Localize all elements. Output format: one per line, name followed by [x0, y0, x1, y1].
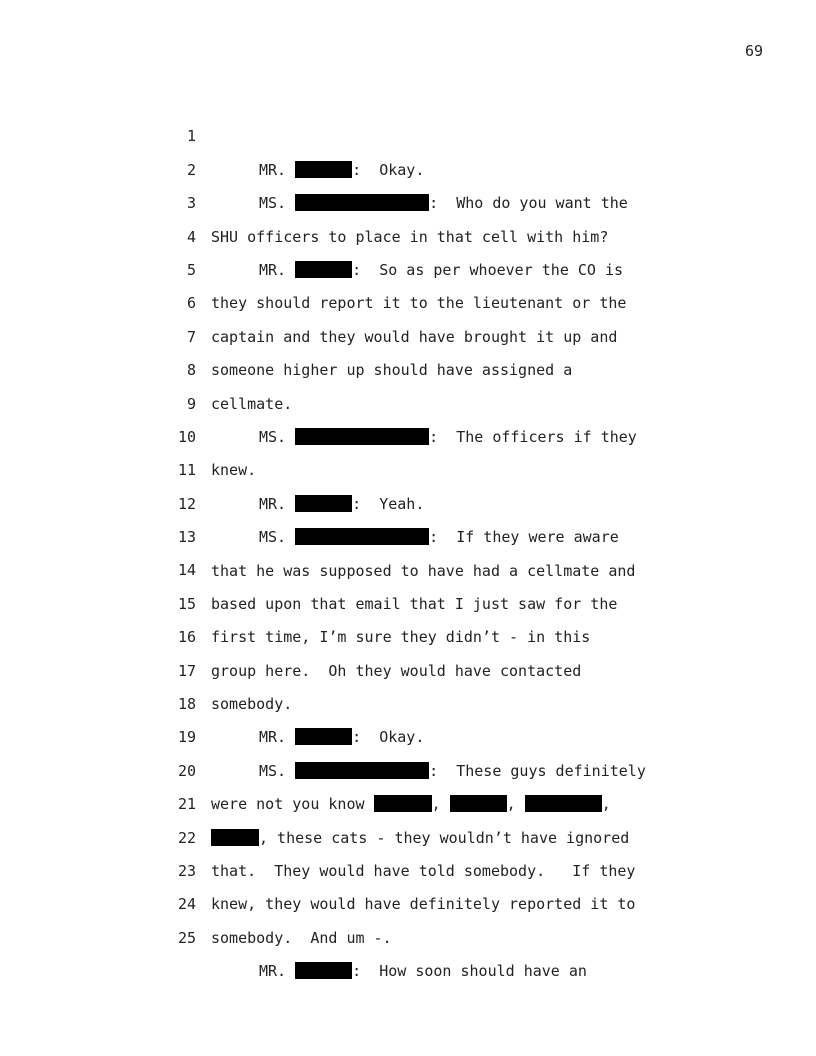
line-text: cellmate.	[211, 394, 293, 413]
speech-text: : The officers if they	[429, 427, 637, 446]
line-number: 4	[186, 227, 196, 246]
line-text: based upon that email that I just saw for the	[211, 594, 618, 613]
speaker-label: MS.	[259, 427, 296, 446]
line-number: 24	[177, 895, 196, 914]
line-number: 7	[186, 327, 196, 346]
line-number: 13	[177, 528, 196, 547]
speech-text: : These guys definitely	[429, 761, 646, 780]
line-number: 21	[177, 795, 196, 814]
speech-text: : How soon should have an	[352, 962, 587, 981]
line-number: 20	[177, 761, 196, 780]
line-text: knew.	[211, 461, 257, 480]
redaction-box	[295, 962, 352, 979]
line-number: 19	[177, 728, 196, 747]
separator: ,	[506, 795, 525, 814]
line-text: that he was supposed to have had a cellmate and	[211, 561, 636, 580]
line-text: captain and they would have brought it up and	[211, 327, 618, 346]
speech-text: : Okay.	[352, 728, 425, 747]
line-text: that. They would have told somebody. If they	[211, 862, 636, 881]
line-number: 9	[186, 394, 196, 413]
line-text: somebody. And um -.	[211, 928, 392, 947]
transcript-line	[0, 87, 816, 179]
line-text: someone higher up should have assigned a	[211, 361, 573, 380]
speech-text: : If they were aware	[429, 528, 619, 547]
transcript-body	[0, 87, 816, 981]
speaker-label: MR.	[259, 962, 296, 981]
line-text: somebody.	[211, 695, 293, 714]
page-number: 69	[744, 42, 763, 60]
speaker-label: MS.	[259, 194, 296, 213]
line-number: 25	[177, 928, 196, 947]
line-number: 2	[186, 160, 196, 179]
line-number: 14	[177, 561, 196, 580]
line-number: 17	[177, 661, 196, 680]
line-number: 10	[177, 427, 196, 446]
line-number: 5	[186, 260, 196, 279]
line-number: 18	[177, 695, 196, 714]
line-number: 3	[186, 194, 196, 213]
speaker-label: MS.	[259, 761, 296, 780]
line-text: they should report it to the lieutenant or the	[211, 294, 627, 313]
speech-text: : Yeah.	[352, 494, 425, 513]
speech-text: , these cats - they wouldn’t have ignored	[259, 828, 630, 847]
speaker-label: MR.	[259, 728, 296, 747]
speaker-label: MR.	[259, 160, 296, 179]
speaker-label: MR.	[259, 494, 296, 513]
line-number: 23	[177, 862, 196, 880]
speaker-label: MR.	[259, 260, 296, 279]
line-text: first time, I’m sure they didn’t - in this	[211, 628, 591, 647]
line-number: 1	[186, 127, 196, 146]
line-text: group here. Oh they would have contacted	[211, 661, 582, 680]
line-number: 6	[186, 294, 196, 313]
speech-text: : So as per whoever the CO is	[352, 260, 624, 279]
separator: ,	[601, 795, 611, 814]
speech-text: : Who do you want the	[429, 194, 628, 213]
line-text: SHU officers to place in that cell with him?	[211, 227, 609, 246]
line-number: 11	[177, 461, 196, 480]
line-text	[211, 955, 587, 988]
line-number: 22	[177, 828, 196, 847]
line-number: 12	[177, 494, 196, 513]
line-number: 16	[177, 628, 196, 647]
line-number: 15	[177, 594, 196, 613]
line-text: knew, they would have definitely reported it to	[211, 895, 636, 914]
speech-text: : Okay.	[352, 160, 425, 179]
speaker-label: MS.	[259, 528, 296, 547]
line-number: 8	[186, 361, 196, 380]
speech-text: were not you know	[211, 795, 374, 814]
separator: ,	[431, 795, 450, 814]
